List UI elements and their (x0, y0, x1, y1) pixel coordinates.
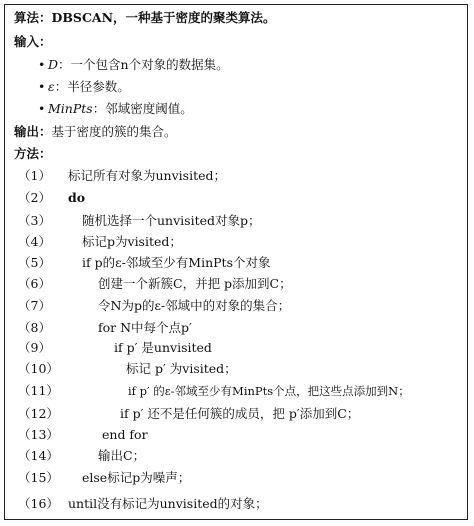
algorithm-description: DBSCAN，一种基于密度的聚类算法。 (51, 10, 276, 25)
step-text: do (68, 190, 86, 205)
step-number: （9） (18, 340, 51, 355)
output-line (14, 124, 177, 140)
step-text: if p′ 还不是任何簇的成员，把 p′添加到C； (120, 406, 360, 421)
input-text: ：一个包含n个对象的数据集。 (58, 57, 229, 72)
step-number: （7） (18, 298, 51, 313)
input-var: ε (48, 79, 55, 94)
input-label: 输入： (14, 34, 52, 49)
input-text: ：邻域密度阈值。 (92, 101, 193, 116)
step-text: 标记p为visited； (82, 234, 182, 249)
step-number: （15） (18, 470, 59, 485)
input-item-radius (38, 79, 130, 95)
step-text: 输出C； (98, 448, 146, 463)
step-text: 创建一个新簇C，并把 p添加到C； (98, 276, 292, 291)
step-number: （2） (18, 190, 51, 205)
input-var: MinPts (48, 101, 93, 116)
algorithm-title-line (14, 10, 276, 26)
bullet-icon: • (38, 57, 46, 72)
step-text: 随机选择一个unvisited对象p； (82, 213, 261, 228)
output-text: 基于密度的簇的集合。 (51, 124, 177, 139)
step-text: 标记 p′ 为visited； (126, 361, 237, 376)
step-number: （3） (18, 213, 51, 228)
step-text: else标记p为噪声； (82, 470, 191, 485)
input-text: ：半径参数。 (54, 79, 130, 94)
step-text: if p的ε-邻域至少有MinPts个对象 (82, 255, 271, 270)
step-number: （6） (18, 276, 51, 291)
output-label: 输出： (14, 124, 52, 139)
step-number: （8） (18, 320, 51, 335)
method-label: 方法： (14, 146, 52, 161)
algorithm-label: 算法： (14, 10, 52, 25)
step-text: if p′ 是unvisited (114, 340, 212, 355)
bullet-icon: • (38, 101, 46, 116)
step-number: （16） (18, 496, 59, 511)
step-number: （10） (18, 361, 59, 376)
step-text: 令N为p的ε-邻域中的对象的集合； (98, 298, 291, 313)
step-number: （11） (18, 383, 59, 398)
step-number: （1） (18, 168, 51, 183)
input-item-minpts (38, 101, 193, 117)
step-text: for N中每个点p′ (98, 320, 192, 335)
step-number: （5） (18, 255, 51, 270)
step-text: if p′ 的ε-邻域至少有MinPts个点，把这些点添加到N； (128, 384, 410, 398)
input-var: D (48, 57, 59, 72)
step-number: （4） (18, 234, 51, 249)
step-text: end for (102, 427, 148, 442)
step-number: （13） (18, 427, 59, 442)
step-number: （12） (18, 406, 59, 421)
step-text: until没有标记为unvisited的对象； (68, 496, 268, 511)
step-text: 标记所有对象为unvisited； (68, 168, 226, 183)
input-item-dataset (38, 57, 229, 73)
step-number: （14） (18, 448, 59, 463)
bullet-icon: • (38, 79, 46, 94)
